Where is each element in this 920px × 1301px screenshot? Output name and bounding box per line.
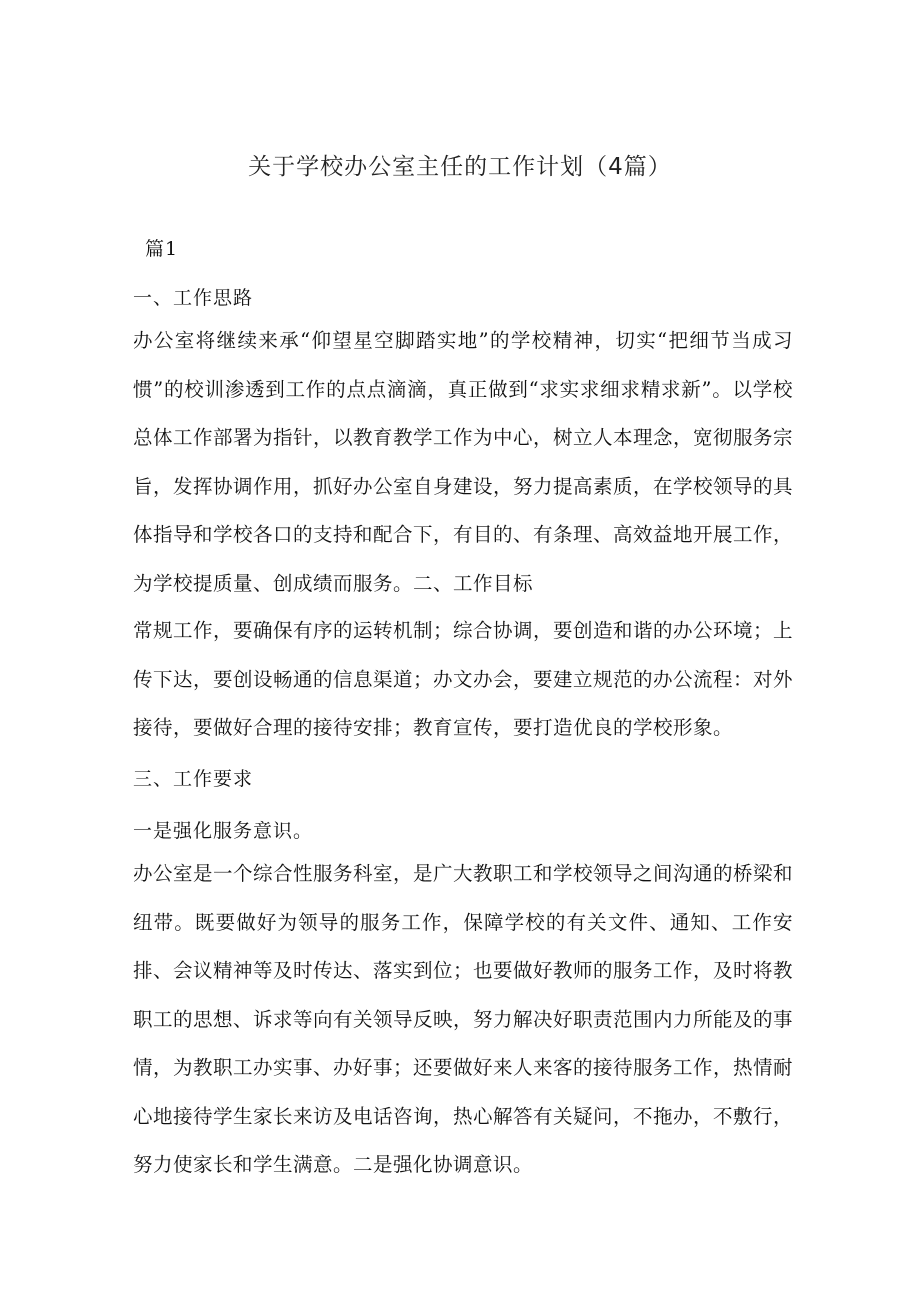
section-heading-work-requirements: 三、工作要求	[133, 768, 254, 790]
part-label: 篇1	[145, 238, 179, 260]
paragraph-work-approach: 办公室将继续来承“仰望星空脚踏实地”的学校精神，切实“把细节当成习惯”的校训渗透到工作的点点滴滴，真正做到“求实求细求精求新”。以学校总体工作部署为指针，以教育教学工作为中心，树立人本理念，宽彻服务宗旨，发挥协调作用，抓好办公室自身建设，努力提高素质，在学校领导的具体指导和学校各口的支持和配合下，有目的、有条理、高效益地开展工作，为学校提质量、创成绩而服务。二、工作目标	[133, 329, 794, 595]
document-title: 关于学校办公室主任的工作计划（4篇）	[248, 154, 672, 180]
subheading-service-awareness: 一是强化服务意识。	[133, 820, 314, 842]
paragraph-service-awareness: 办公室是一个综合性服务科室，是广大教职工和学校领导之间沟通的桥梁和纽带。既要做好为领导的服务工作，保障学校的有关文件、通知、工作安排、会议精神等及时传达、落实到位；也要做好教师的服务工作，及时将教职工的思想、诉求等向有关领导反映，努力解决好职责范围内力所能及的事情，为教职工办实事、办好事；还要做好来人来客的接待服务工作，热情耐心地接待学生家长来访及电话咨询，热心解答有关疑问，不拖办，不敷行，努力使家长和学生满意。二是强化协调意识。	[133, 862, 794, 1176]
section-heading-work-approach: 一、工作思路	[133, 287, 254, 309]
paragraph-work-goals: 常规工作，要确保有序的运转机制；综合协调，要创造和谐的办公环境；上传下达，要创设畅通的信息渠道；办文办会，要建立规范的办公流程：对外接待，要做好合理的接待安排；教育宣传，要打造优良的学校形象。	[133, 619, 794, 739]
